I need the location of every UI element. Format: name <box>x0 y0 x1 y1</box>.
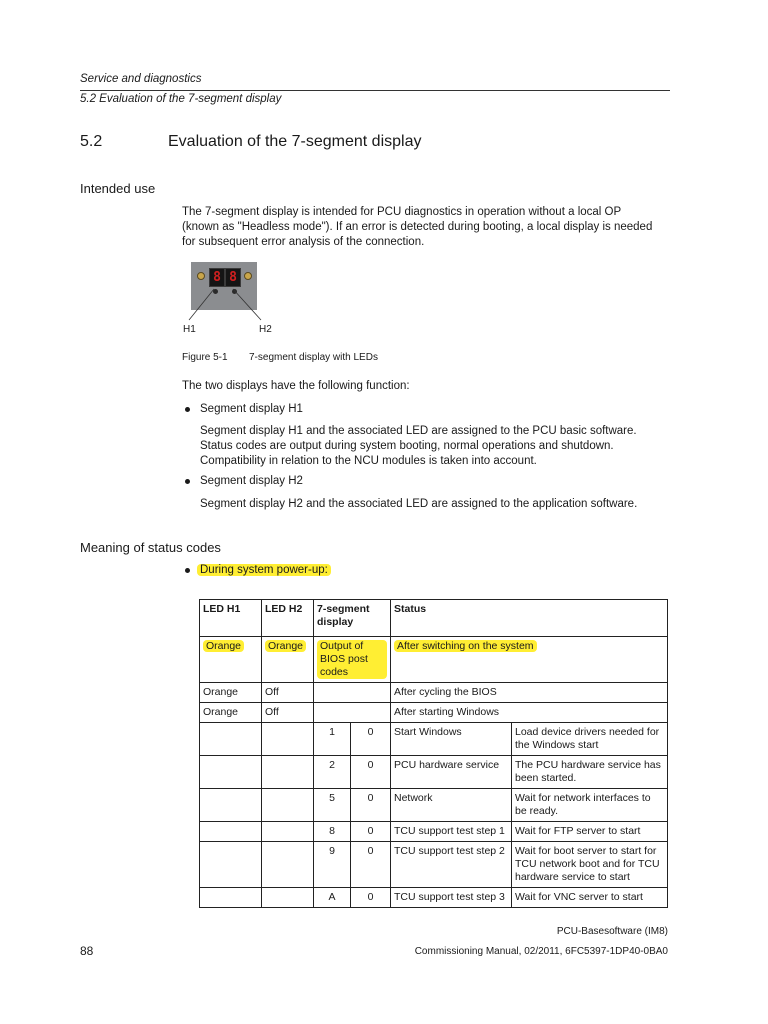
cell-code-h2: 0 <box>351 789 391 822</box>
footer-product: PCU-Basesoftware (IM8) <box>556 926 668 937</box>
segment-h2: 8 <box>225 268 241 287</box>
paragraph-line: The 7-segment display is intended for PCU diagnostics in operation without a local OP <box>182 206 622 218</box>
cell-description: Wait for VNC server to start <box>512 888 668 908</box>
cell-status: After cycling the BIOS <box>391 683 668 703</box>
cell-led-h1: Orange <box>200 683 262 703</box>
table-row <box>200 789 668 822</box>
table-header-row <box>200 600 668 637</box>
col-header-led-h1: LED H1 <box>200 600 262 637</box>
cell-empty <box>200 842 262 888</box>
running-header-section: 5.2 Evaluation of the 7-segment display <box>80 93 282 105</box>
table-row <box>200 723 668 756</box>
running-header-chapter: Service and diagnostics <box>80 73 202 85</box>
col-header-7-segment: 7-segment display <box>314 600 391 637</box>
bullet-dot <box>185 479 190 484</box>
bullet-dot <box>185 568 190 573</box>
status-codes-table <box>199 599 668 908</box>
cell-empty <box>262 789 314 822</box>
cell-7-segment <box>314 703 391 723</box>
figure-label-h1: H1 <box>183 324 196 335</box>
cell-code-h2: 0 <box>351 842 391 888</box>
cell-code-h1: 2 <box>314 756 351 789</box>
section-number: 5.2 <box>80 133 103 150</box>
section-title: Evaluation of the 7-segment display <box>168 133 422 150</box>
cell-7-segment: Output of BIOS post codes <box>314 637 391 683</box>
cell-status: Network <box>391 789 512 822</box>
description-line: Compatibility in relation to the NCU modules is taken into account. <box>200 455 537 467</box>
cell-empty <box>262 756 314 789</box>
cell-code-h2: 0 <box>351 756 391 789</box>
cell-description: Wait for network interfaces to be ready. <box>512 789 668 822</box>
cell-code-h2: 0 <box>351 822 391 842</box>
cell-code-h2: 0 <box>351 723 391 756</box>
table-row <box>200 637 668 683</box>
page-number: 88 <box>80 944 94 958</box>
display-h1-description <box>200 424 670 469</box>
cell-empty <box>200 789 262 822</box>
status-codes-heading: Meaning of status codes <box>80 540 221 555</box>
cell-led-h1: Orange <box>200 637 262 683</box>
cell-led-h2: Off <box>262 703 314 723</box>
screw-right <box>244 272 252 280</box>
cell-empty <box>262 888 314 908</box>
paragraph-line: for subsequent error analysis of the connection. <box>182 236 425 248</box>
displays-intro: The two displays have the following function: <box>182 380 410 392</box>
cell-code-h2: 0 <box>351 888 391 908</box>
col-header-status: Status <box>391 600 668 637</box>
bullet-dot <box>185 407 190 412</box>
footer-manual: Commissioning Manual, 02/2011, 6FC5397-1DP40-0BA0 <box>414 946 668 957</box>
paragraph-line: (known as "Headless mode"). If an error is detected during booting, a local display is needed <box>182 221 653 233</box>
cell-status: PCU hardware service <box>391 756 512 789</box>
table-row <box>200 683 668 703</box>
cell-code-h1: 1 <box>314 723 351 756</box>
cell-led-h1: Orange <box>200 703 262 723</box>
cell-code-h1: 9 <box>314 842 351 888</box>
highlighted-text: During system power-up: <box>197 564 331 576</box>
table-row <box>200 756 668 789</box>
cell-code-h1: 8 <box>314 822 351 842</box>
cell-status: After switching on the system <box>391 637 668 683</box>
cell-description: Load device drivers needed for the Windows start <box>512 723 668 756</box>
figure-number: Figure 5-1 <box>182 352 228 363</box>
cell-empty <box>200 888 262 908</box>
col-header-led-h2: LED H2 <box>262 600 314 637</box>
figure-label-h2: H2 <box>259 324 272 335</box>
table-row <box>200 842 668 888</box>
figure-caption: 7-segment display with LEDs <box>249 352 378 363</box>
description-line: Status codes are output during system booting, normal operations and shutdown. <box>200 440 614 452</box>
segment-h1: 8 <box>209 268 225 287</box>
display-h2-title: Segment display H2 <box>200 475 303 487</box>
cell-led-h2: Off <box>262 683 314 703</box>
cell-description: Wait for boot server to start for TCU network boot and for TCU hardware service to start <box>512 842 668 888</box>
cell-status: TCU support test step 1 <box>391 822 512 842</box>
cell-empty <box>262 723 314 756</box>
cell-empty <box>200 822 262 842</box>
cell-description: The PCU hardware service has been started. <box>512 756 668 789</box>
power-up-bullet <box>197 563 331 578</box>
intended-use-paragraph <box>182 205 672 250</box>
table-row <box>200 888 668 908</box>
cell-led-h2: Orange <box>262 637 314 683</box>
cell-empty <box>200 756 262 789</box>
description-line: Segment display H1 and the associated LED are assigned to the PCU basic software. <box>200 425 637 437</box>
cell-status: TCU support test step 3 <box>391 888 512 908</box>
cell-status: TCU support test step 2 <box>391 842 512 888</box>
table-row <box>200 822 668 842</box>
screw-left <box>197 272 205 280</box>
cell-empty <box>200 723 262 756</box>
intended-use-heading: Intended use <box>80 181 156 196</box>
cell-status: After starting Windows <box>391 703 668 723</box>
cell-code-h1: 5 <box>314 789 351 822</box>
header-rule <box>80 90 670 91</box>
cell-status: Start Windows <box>391 723 512 756</box>
display-h2-description: Segment display H2 and the associated LED are assigned to the application software. <box>200 498 638 510</box>
display-h1-title: Segment display H1 <box>200 403 303 415</box>
cell-empty <box>262 842 314 888</box>
table-row <box>200 703 668 723</box>
cell-7-segment <box>314 683 391 703</box>
cell-description: Wait for FTP server to start <box>512 822 668 842</box>
cell-empty <box>262 822 314 842</box>
figure-leader-lines <box>180 285 280 325</box>
cell-code-h1: A <box>314 888 351 908</box>
